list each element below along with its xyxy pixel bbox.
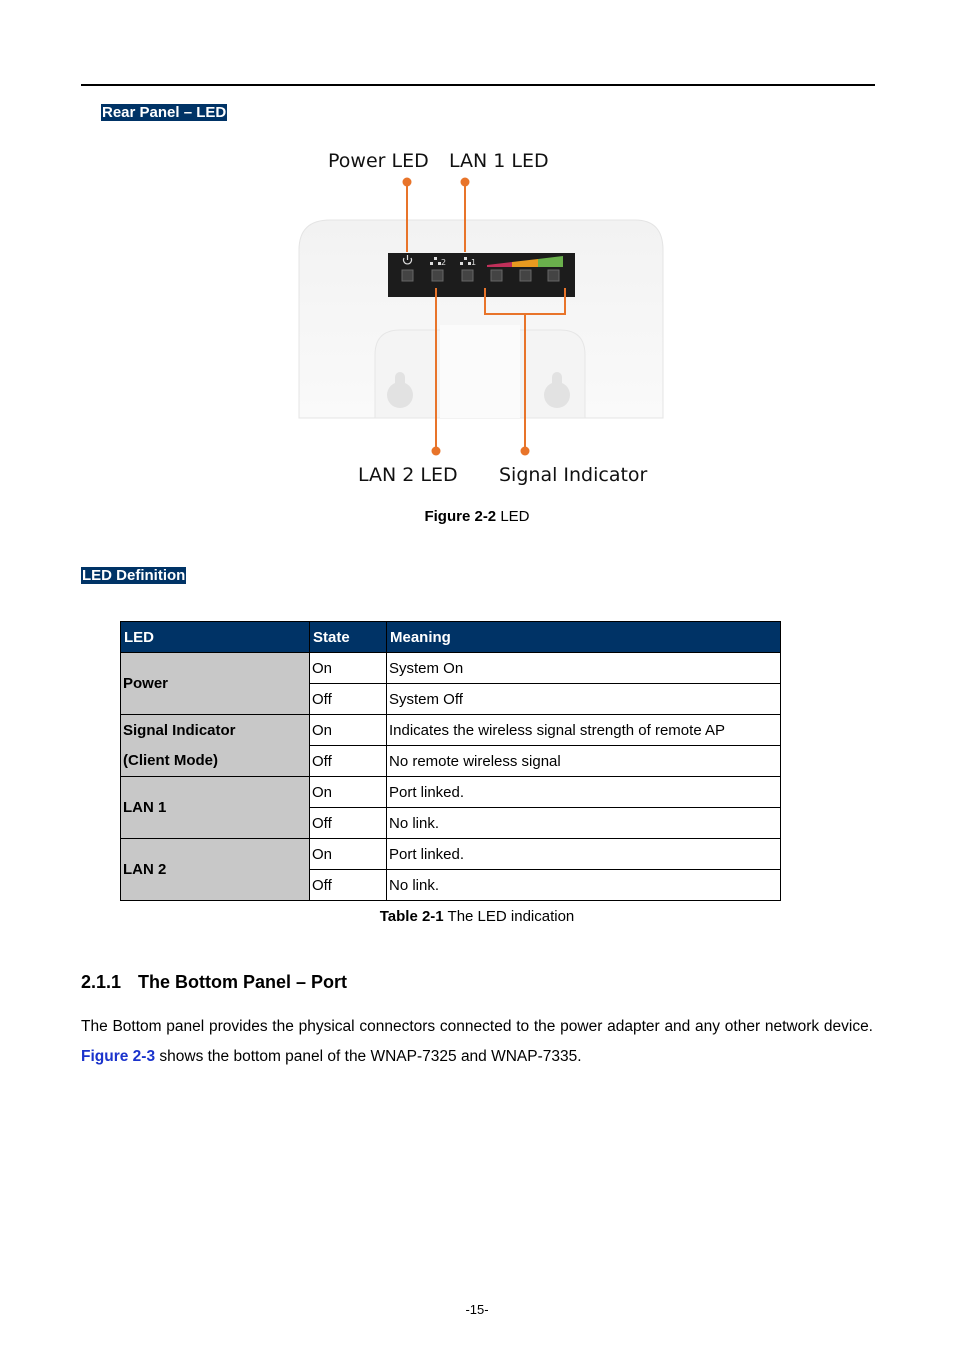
section-heading (81, 972, 347, 993)
led-name-signal-indicator: Signal Indicator (121, 715, 310, 746)
table-row (121, 839, 781, 870)
state-cell: On (310, 653, 387, 684)
table-row (121, 653, 781, 684)
table-row (121, 777, 781, 808)
led-name-power: Power (121, 653, 310, 715)
state-cell: Off (310, 684, 387, 715)
meaning-cell: System Off (387, 684, 781, 715)
led-name-lan2: LAN 2 (121, 839, 310, 901)
meaning-cell: Indicates the wireless signal strength of remote AP (387, 715, 781, 746)
page-number: -15- (465, 1302, 489, 1317)
header-meaning: Meaning (387, 622, 781, 653)
header-led: LED (121, 622, 310, 653)
figure-link[interactable]: Figure 2-3 (81, 1048, 156, 1065)
svg-text:1: 1 (471, 258, 477, 267)
header-state: State (310, 622, 387, 653)
section-title: The Bottom Panel – Port (138, 972, 348, 992)
table-row (121, 746, 781, 777)
meaning-cell: No remote wireless signal (387, 746, 781, 777)
callout-power-led: Power LED (328, 150, 429, 172)
body-paragraph: The Bottom panel provides the physical connectors connected to the power adapter and any other network device. Figure 2-3 shows the bottom panel of the WNAP-7325 and WNAP-7335. (81, 1018, 873, 1065)
device-led-panel-illustration (290, 140, 670, 500)
meaning-cell: No link. (387, 808, 781, 839)
meaning-cell: Port linked. (387, 777, 781, 808)
state-cell: Off (310, 808, 387, 839)
state-cell: On (310, 839, 387, 870)
section-number: 2.1.1 (81, 972, 122, 992)
callout-signal-indicator: Signal Indicator (499, 464, 648, 486)
led-definition-label: LED Definition (82, 567, 186, 584)
meaning-cell: No link. (387, 870, 781, 901)
callout-lan2-led: LAN 2 LED (358, 464, 458, 486)
state-cell: Off (310, 870, 387, 901)
state-cell: On (310, 715, 387, 746)
table-row (121, 715, 781, 746)
state-cell: On (310, 777, 387, 808)
state-cell: Off (310, 746, 387, 777)
table-header-row (121, 622, 781, 653)
callout-lan1-led: LAN 1 LED (449, 150, 549, 172)
rear-panel-label: Rear Panel – LED (102, 104, 227, 121)
table-caption: Table 2-1 The LED indication (379, 908, 575, 925)
led-name-lan1: LAN 1 (121, 777, 310, 839)
meaning-cell: Port linked. (387, 839, 781, 870)
svg-text:2: 2 (441, 258, 447, 267)
led-figure (290, 140, 670, 500)
led-definition-table (120, 621, 781, 901)
mount-center (440, 325, 520, 418)
led-name-signal-mode: (Client Mode) (121, 746, 310, 777)
meaning-cell: System On (387, 653, 781, 684)
header-rule (81, 84, 875, 86)
figure-caption: Figure 2-2 LED (424, 508, 530, 525)
